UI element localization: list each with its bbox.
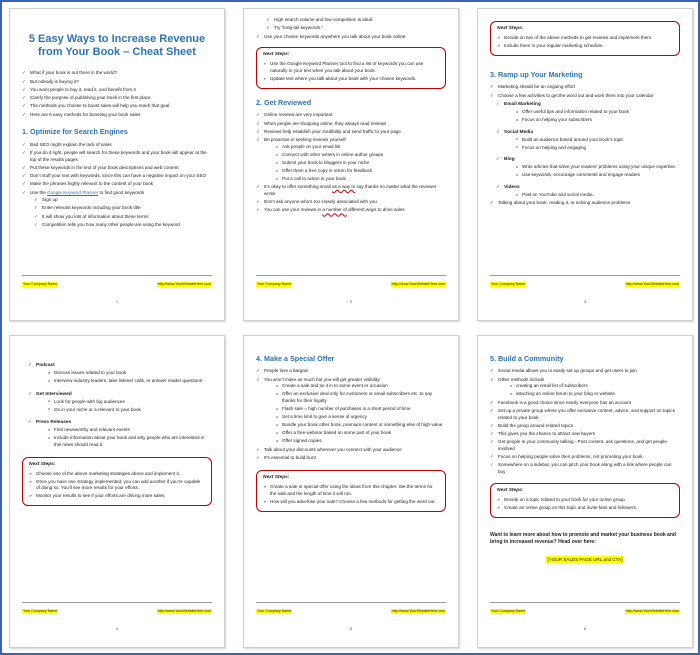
list-item: ✓ But nobody is buying it? [22,79,212,86]
footer-company: Your Company Name [491,609,526,613]
list-item: o Flash sale = high number of purchases in a short period of time [276,406,446,413]
list-item: o Write articles that solve your readers’ problems using your unique expertise. [516,164,680,171]
list-item [28,419,212,448]
list-item: ✓ Don’t ask anyone who’s too closely associated with you [256,199,446,206]
footer-website[interactable]: http://www.YourWebsiteHere.com [625,282,679,286]
list-item: ✓ Don’t stuff your text with keywords, since this can have a negative impact on your SEO [22,173,212,180]
cta-placeholder[interactable]: [YOUR SALES PAGE URL and CTA] [547,557,623,563]
section-heading: 2. Get Reviewed [256,97,312,107]
footer-company: Your Company Name [23,609,58,613]
list-item: ✓ Enter relevant keywords including your book title [34,205,212,212]
list-item [496,156,680,179]
list-item [490,377,680,398]
list-item: o Ask people on your email list [276,144,446,151]
next-steps-box [256,47,446,89]
text-fragment: different ways to drive sales [346,207,405,213]
page-number: 1 [115,299,119,304]
list-item: ✓ High search volume and low competition is ideal. [266,17,446,24]
list-item: o Look for people with big audiences [48,399,212,406]
list-item: ✓ Use your chosen keywords anywhere you talk about your book online. [256,34,446,41]
list-item: ✓ Somewhere on a sidebar, you can pitch your book along with a link where people can buy [490,462,680,475]
section-list [490,200,680,207]
subheading: Social Media [504,129,534,135]
section-list [256,112,446,214]
list-item [256,184,446,197]
text-fragment: You can use your reviews in [264,207,323,213]
list-item: ✓ Sign up [34,197,212,204]
list-item: ✓ Put these keywords in the text of your book descriptions and web content [22,165,212,172]
next-steps-title: Next Steps: [263,52,290,58]
next-steps-box [490,21,680,56]
section-list [22,142,212,229]
list-item: ✓ Online reviews are very important [256,112,446,119]
footer-website[interactable]: http://www.YourWebsiteHere.com [391,609,445,613]
page-4 [9,335,225,648]
page-number: 5 [349,626,353,631]
section-heading: 4. Make a Special Offer [256,354,335,363]
cta-box [490,557,680,564]
sub-list [516,137,680,152]
list-item: ✓ Try “long-tail keywords.” [266,25,446,32]
page-3 [477,8,693,321]
page-footer [22,275,212,285]
list-item: ➢ Create an online group on this topic and invite fans and followers. [497,505,673,512]
sub-list [34,197,212,228]
text-fragment: say thanks no matter what the reviewer wrote [264,184,437,196]
list-item: o Include information about your book and why people who are interested in this news should read it [48,435,212,448]
sub-list [48,370,212,385]
section-list [490,84,680,99]
next-steps-list [29,471,205,500]
subheading: Podcast [36,363,55,368]
sub-list [48,427,212,448]
subheading: Email Marketing [504,101,541,107]
footer-website[interactable]: http://www.YourWebsiteHere.com [157,282,211,286]
footer-website[interactable]: http://www.YourWebsiteHere.com [157,609,211,613]
channel-list [496,101,680,199]
footer-company: Your Company Name [257,609,292,613]
subheading: Press Releases [36,420,72,426]
next-steps-box [256,470,446,512]
footer-company: Your Company Name [23,282,58,286]
section-heading: 3. Ramp up Your Marketing [490,70,583,80]
list-item: ➢ Decide on two of the above methods to get reviews and implement them. [497,35,673,42]
list-item: ✓ Set up a private group where you offer exclusive content, advice, and support on topics related to your book [490,408,680,421]
keyword-planner-link[interactable]: Google Keyword Planner [47,189,99,195]
list-item: ✓ Talking about your book, reading it, or solving audience problems [490,200,680,207]
list-item: ✓ Facebook is a good choice since nearly everyone has an account [490,400,680,407]
sub-list [276,144,446,183]
page-number: 6 [583,626,587,631]
list-item: o Offer an exclusive deal only for customers or email subscribers etc, to say thanks for their loyalty [276,391,446,404]
next-steps-list [263,484,439,505]
list-item: o Put a call to action in your book [276,176,446,183]
next-steps-title: Next Steps: [497,26,524,31]
list-item: ➢ Choose one of the above marketing strategies above and implement it. [29,471,205,478]
channel-list [28,362,212,449]
page-footer [22,602,212,612]
list-item: o Focus on helping and engaging [516,145,680,152]
footer-website[interactable]: http://www.YourWebsiteHere.com [625,609,679,613]
list-item: ✓ Competition tells you how many other people are using the keyword [34,222,212,229]
list-item [496,129,680,152]
list-item: ✓ Clarify the purpose of publishing your book in the first place [22,95,212,102]
list-item: o Discuss issues related to your book [48,370,212,377]
subheading: Blog [504,157,515,163]
list-item: ➢ Use the Google Keyword Planner tool to find a list of keywords you can use naturally in your text when you talk about your book. [263,61,439,74]
list-item: ✓ Bad SEO might explain the lack of sales [22,142,212,149]
list-item: o Offer signed copies [276,438,446,445]
page-number: 4 [115,626,119,631]
intro-list [22,70,212,118]
text-fragment: Use the [30,189,48,195]
next-steps-title: Next Steps: [497,487,524,493]
footer-website[interactable]: http://www.YourWebsiteHere.com [391,282,445,286]
list-item: o Interview industry leaders, take listener calls, or answer reader questions [48,378,212,385]
list-item: ➢ Create a sale or special offer using the ideas from this chapter. Set the terms for the sale and the length of time it will run. [263,484,439,497]
list-item [28,391,212,414]
list-item: ➢ How will you advertise your sale? Choose a few methods for getting the word out. [263,499,439,506]
list-item: o Focus on helping your subscribers [516,117,680,124]
text-fragment: Other methods include [498,376,545,382]
list-item [256,377,446,445]
sub-list [276,383,446,445]
list-item: ✓ Focus on helping people solve their problems, not promoting your book. [490,454,680,461]
list-item [28,362,212,385]
next-steps-box [22,457,212,507]
next-steps-list [497,497,673,512]
list-item: ✓ People love a bargain [256,368,446,375]
list-item: ✓ Talk about your discounts wherever you connect with your audience [256,447,446,454]
list-item: ➢ Once you have one strategy implemented, you can add another if you’re capable of doing so. You’ll see more results for your efforts. [29,479,205,492]
list-item: o Submit your book to bloggers in your niche [276,160,446,167]
section-heading: 1. Optimize for Search Engines [22,127,128,137]
list-item: ✓ Marketing should be an ongoing effort [490,84,680,91]
list-item: o On in your niche or a relevant to your book [48,407,212,414]
sub-list [48,399,212,414]
section-heading: 5. Build a Community [490,354,564,363]
footer-company: Your Company Name [257,282,292,286]
section-list [490,368,680,475]
list-item: ✓ Build the group around related topics [490,423,680,430]
subheading: Get Interviewed [36,391,72,397]
list-item [496,101,680,124]
list-item [496,184,680,199]
list-item: o Build an audience based around your book’s topic [516,137,680,144]
page-title: 5 Easy Ways to Increase Revenue from Your Book – Cheat Sheet [28,33,206,58]
list-item: ✓ It will show you lots of information about these terms [34,214,212,221]
list-item: o Bundle your book other book, premium content or something else of high value [276,422,446,429]
page-footer [490,602,680,612]
list-item: ✓ This gives you the chance to attract new buyers [490,431,680,438]
footer-company: Your Company Name [491,282,526,286]
sub-list [510,383,680,398]
section-list [256,368,446,461]
list-item: o Post on YouTube and social media. [516,192,680,199]
list-item: o Find newsworthy and relevant events [48,427,212,434]
sub-list [516,164,680,179]
list-item: ➢ Decide on a topic related to your book for your online group. [497,497,673,504]
list-item: ✓ You want people to buy it, read it, and benefit from it [22,87,212,94]
subheading: Videos [504,184,520,190]
page-number: 2 [349,299,353,304]
list-item: ✓ What if your book is out there in the world? [22,70,212,77]
list-item: ✓ It’s essential to build buzz [256,455,446,462]
page-1 [9,8,225,321]
text-fragment: as a way to [332,184,356,190]
page-footer [256,275,446,285]
list-item: ➢ Include them in your regular marketing schedule. [497,43,673,50]
list-item: ✓ If you do it right, people will search for these keywords and your book will appear at the top of the results pages [22,150,212,163]
list-item: o creating an email list of subscribers [510,383,680,390]
list-item: ✓ When people are shopping online, they always read reviews [256,121,446,128]
list-item: o Connect with other writers in online author groups [276,152,446,159]
list-item [22,190,212,229]
list-item: o Offer them a free copy in return for feedback [276,168,446,175]
cta-text: Want to learn more about how to promote and market your business book and bring in increased revenue? Head over here: [490,531,676,545]
list-item: o Offer a free webinar based on some part of your book [276,430,446,437]
next-steps-title: Next Steps: [29,461,56,467]
list-item: o Use keywords, encourage comments and engage readers [516,172,680,179]
list-item: ✓ Make the phrases highly relevant to the content of your book [22,181,212,188]
list-item: o Create a sale and tie it in to some event or occasion [276,383,446,390]
text-fragment: a number of [322,207,347,213]
list-item: o Offer useful tips and information related to your book [516,109,680,116]
sub-list [516,109,680,124]
next-steps-list [497,35,673,50]
page-number: 3 [583,299,587,304]
text-fragment: to find good keywords [98,189,145,195]
page-2 [243,8,459,321]
next-steps-list [263,61,439,82]
list-item: ✓ Social media allows you to easily set up groups and get users to join [490,368,680,375]
list-item: ✓ Choose a few activities to get the word out and work them into your calendar [490,93,680,100]
text-fragment: Be proactive in seeking reviews yourself [264,137,346,143]
next-steps-box [490,483,680,518]
list-item: ✓ Get people in your community talking - Post content, ask questions, and get people involved [490,439,680,452]
list-item: ✓ Here are 5 easy methods for boosting your book sales [22,112,212,119]
list-item: o attaching an online forum to your blog or website [510,391,680,398]
text-fragment: You won’t make as much but you will get greater visibility [264,376,380,382]
page-footer [256,602,446,612]
page-6 [477,335,693,648]
list-item: ➢ Monitor your results to see if your efforts are driving more sales. [29,493,205,500]
page-5 [243,335,459,648]
list-item: ➢ Update text where you talk about your book with your chosen keywords. [263,76,439,83]
next-steps-title: Next Steps: [263,475,290,481]
text-fragment: It’s okay to offer something small [264,184,333,190]
list-item [256,137,446,183]
list-item: o Set a time limit to give a sense of urgency [276,414,446,421]
page-footer [490,275,680,285]
sub-list [516,192,680,199]
sub-list [266,17,446,32]
list-item: ✓ The methods you choose to boost sales will help you reach that goal [22,103,212,110]
list-item [256,207,446,214]
section-list [256,34,446,41]
list-item: ✓ Reviews help establish your credibility and send traffic to your page [256,129,446,136]
